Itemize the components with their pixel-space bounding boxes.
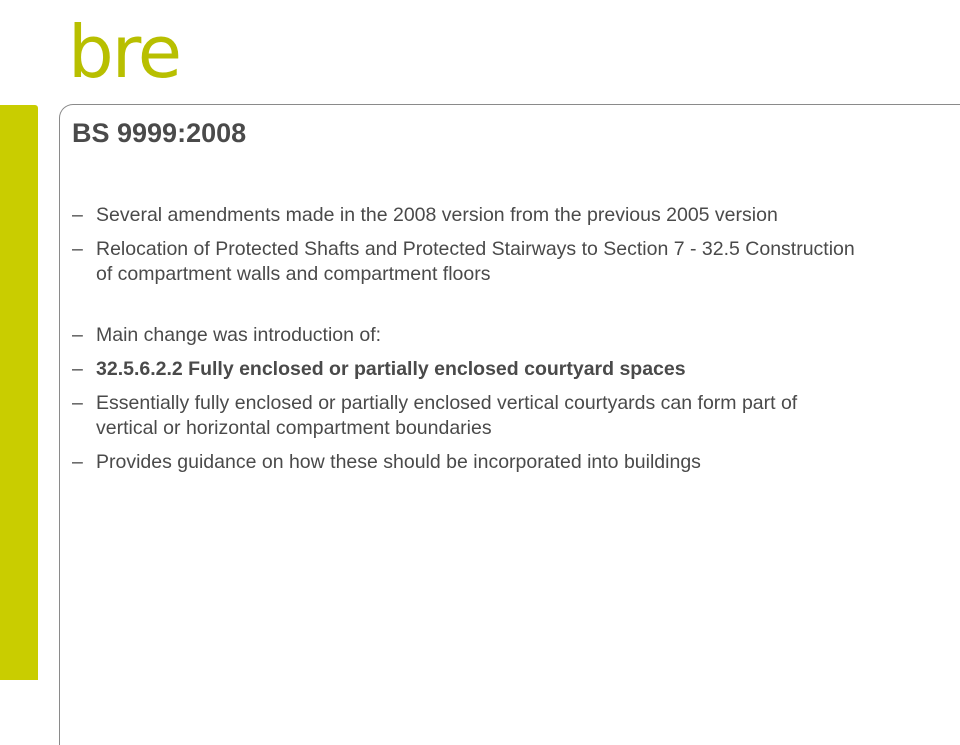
bullet-item [72,203,862,228]
bullet-text: 32.5.6.2.2 Fully enclosed or partially enclosed courtyard spaces [96,358,686,380]
bullet-text: Several amendments made in the 2008 version from the previous 2005 version [96,204,778,226]
bullet-list [72,203,862,484]
bullet-item [72,237,862,287]
bullet-item [72,391,862,441]
dash-marker: – [72,324,83,346]
bullet-text: Essentially fully enclosed or partially enclosed vertical courtyards can form part of vertical or horizontal compartment boundaries [96,392,798,439]
bullet-item [72,357,862,382]
dash-marker: – [72,238,83,260]
bullet-text: Provides guidance on how these should be incorporated into buildings [96,451,701,473]
slide-title: BS 9999:2008 [72,118,247,148]
bullet-text: Main change was introduction of: [96,324,382,346]
bre-logo: bre [68,10,181,94]
accent-bar [0,105,38,680]
dash-marker: – [72,204,83,226]
bullet-item [72,450,862,475]
dash-marker: – [72,392,83,414]
dash-marker: – [72,451,83,473]
dash-marker: – [72,358,83,380]
bullet-item [72,323,862,348]
bullet-text: Relocation of Protected Shafts and Protected Stairways to Section 7 - 32.5 Construction of compartment walls and compartment floors [96,238,855,285]
